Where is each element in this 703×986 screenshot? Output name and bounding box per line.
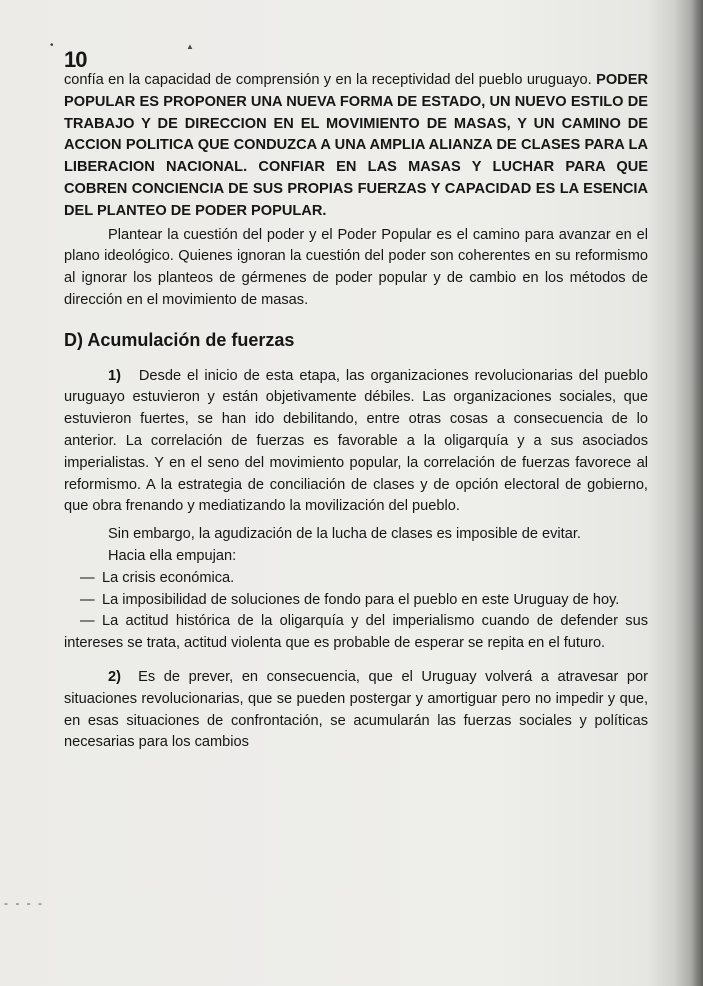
page-number: 10 — [64, 47, 87, 72]
point-2-number: 2) — [108, 668, 121, 685]
paragraph-intro-caps: PODER POPULAR ES PROPONER UNA NUEVA FORMA DE ESTADO, UN NUEVO ESTILO DE TRABAJO Y DE DIRECCION EN EL MOVIMIENTO DE MASAS, Y UN CAMINO DE ACCION POLITICA QUE CONDUZCA A UNA AMPLIA ALIANZA DE CLASES PARA LA LIBERACION NACIONAL. CONFIAR EN LAS MASAS Y LUCHAR PARA QUE COBREN CONCIENCIA DE SUS PROPIAS FUERZAS Y CAPACIDAD ES LA ESENCIA DEL PLANTEO DE PODER POPULAR. — [64, 72, 648, 219]
point-1-number: 1) — [108, 367, 121, 384]
list-item — [64, 611, 648, 655]
paragraph-hacia-ella: Hacia ella empujan: — [108, 547, 237, 564]
page-edge-shadow — [691, 0, 703, 986]
point-1-paragraph — [64, 366, 648, 519]
dash-mark: — — [80, 569, 95, 586]
stray-mark-dot: • — [50, 40, 54, 51]
dash-mark: — — [80, 591, 95, 608]
list-item-text: La actitud histórica de la oligarquía y del imperialismo cuando de defender sus intereses se trata, actitud violenta que es probable de esperar se repita en el futuro. — [64, 613, 648, 652]
page-content — [64, 70, 648, 754]
point-2-paragraph — [64, 667, 648, 754]
paragraph-intro-normal: confía en la capacidad de comprensión y en la receptividad del pueblo uruguayo. — [64, 72, 597, 88]
point-1-text: Desde el inicio de esta etapa, las organizaciones revolucionarias del pueblo uruguayo estuvieron y están objetivamente débiles. Las organizaciones sociales, que estuvieron fuertes, se han ido debilitando, entre otras cosas a consecuencia de lo anterior. La correlación de fuerzas es favorable a la oligarquía y a sus asociados imperialistas. Y en el seno del movimiento popular, la correlación de fuerzas favorece al reformismo. A la estrategia de conciliación de clases y de opción electoral de gobierno, que obra frenando y mediatizando la movilización del pueblo. — [64, 367, 648, 515]
paragraph-sin-embargo: Sin embargo, la agudización de la lucha de clases es imposible de evitar. — [108, 526, 581, 543]
paragraph-plantear: Plantear la cuestión del poder y el Poder Popular es el camino para avanzar en el plano ideológico. Quienes ignoran la cuestión del poder son coherentes en su reformismo al ignorar los planteos de gérmenes de poder popular y de cambio en los métodos de dirección en el movimiento de masas. — [64, 226, 648, 308]
section-heading: D) Acumulación de fuerzas — [64, 329, 295, 350]
list-item-text: La crisis económica. — [102, 569, 235, 586]
list-item — [64, 590, 648, 612]
margin-dashes: - - - - — [4, 896, 44, 910]
point-2-text: Es de prever, en consecuencia, que el Uruguay volverá a atravesar por situaciones revolucionarias, que se pueden postergar y amortiguar pero no impedir y que, en esas situaciones de confrontación, se acumularán las fuerzas sociales y políticas necesarias para los cambios — [64, 668, 649, 751]
dash-mark: — — [80, 613, 95, 630]
stray-mark-tick: ▲ — [186, 42, 194, 51]
list-item — [64, 568, 648, 590]
paragraph-intro — [64, 70, 648, 223]
list-item-text: La imposibilidad de soluciones de fondo para el pueblo en este Uruguay de hoy. — [102, 591, 620, 608]
